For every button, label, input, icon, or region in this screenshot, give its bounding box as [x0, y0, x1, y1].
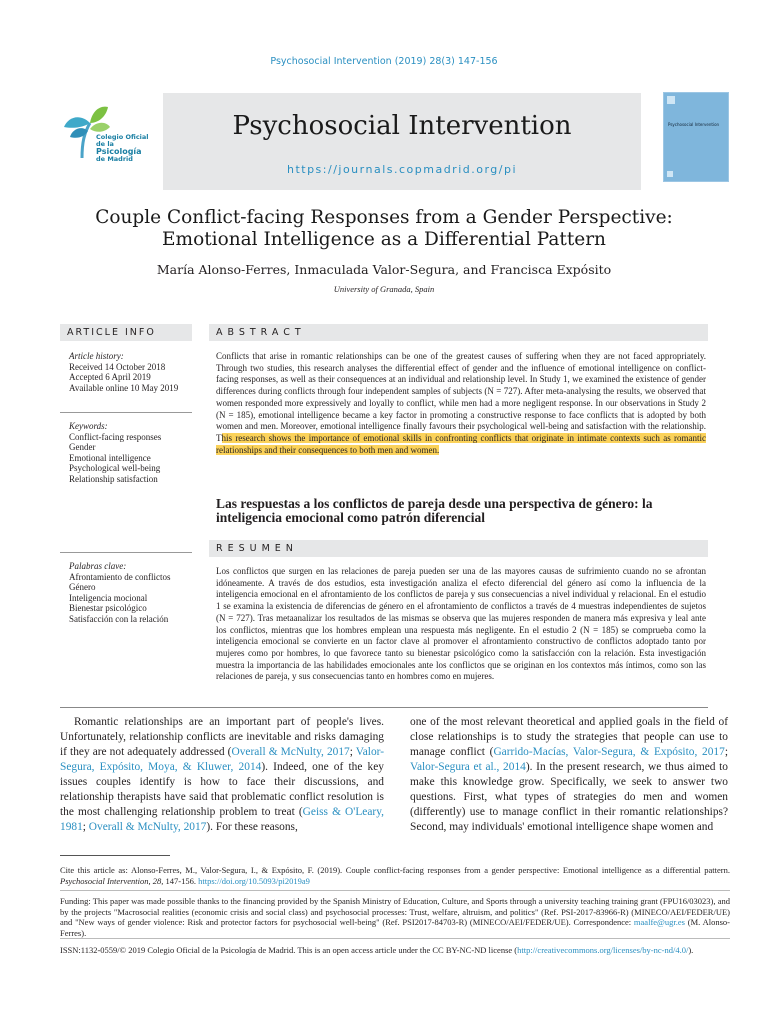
citation-link[interactable]: Geiss & O'Leary, 1981	[60, 806, 385, 833]
paper-authors: María Alonso-Ferres, Inmaculada Valor-Segura, and Francisca Expósito	[156, 262, 612, 277]
cover-title: Psychosocial Intervention	[668, 122, 720, 127]
license-link[interactable]: http://creativecommons.org/licenses/by-nc-nd/4.0/	[517, 945, 689, 955]
journal-title: Psychosocial Intervention	[232, 111, 572, 141]
body-column-right: one of the most relevant theoretical and applied goals in the field of close relationships is to study the strategies that people can use to manage conflict (Garrido-Macías, Valor-Segura, & Expósito, 2017; Valor-Segura et al., 2014). In the present research, we thus aimed to make this knowledge grow. Specifically, we seek to answer two questions. First, what types of strategies do men and women (differently) use to manage conflict in their romantic relationships? Second, may individuals' emotional intelligence shape women and	[410, 716, 729, 833]
article-history: Article history: Received 14 October 2018 Accepted 6 April 2019 Available online 10 May 2019	[69, 351, 179, 393]
paper-title: Couple Conflict-facing Responses from a Gender Perspective: Emotional Intelligence as a Differential Pattern	[95, 207, 673, 250]
keyword: Relationship satisfaction	[69, 473, 158, 484]
keyword: Gender	[69, 442, 96, 453]
body-column-left: Romantic relationships are an important part of people's lives. Unfortunately, relationship conflicts are inevitable and risks damaging if they are not adequately addressed (Overall & McNulty, 2017; Valor-Segura, Expósito, Moya, & Kluwer, 2014). Indeed, one of the key issues couples identify is how to face their discussions, and relationship therapists have said that problematic conflict resolution is the most challenging relationship problem to treat (Geiss & O'Leary, 1981; Overall & McNulty, 2017). For these reasons,	[60, 716, 385, 833]
doi-link[interactable]: https://doi.org/10.5093/pi2019a9	[198, 875, 310, 886]
cover-logo-icon	[667, 96, 675, 104]
email-link[interactable]: maalfe@ugr.es	[633, 917, 685, 927]
resumen-text: Los conflictos que surgen en las relaciones de pareja pueden ser una de las mayores causas de sufrimiento cuando no se afrontan idóneamente. A través de dos estudios, esta investigación analiza el efecto diferencial del género así como la influencia de la inteligencia emocional en el afrontamiento de los conflictos de pareja y sus consecuencias a nivel individual y relacional. En el estudio 1 se examina la existencia de diferencias de género en el afrontamiento de conflictos a través de 4 muestras independientes de sujetos (N = 727). Tras metaanalizar los resultados de las mismas se observa que las mujeres responden de manera más expresiva y leal ante los conflictos, mientras que los hombres emplean una respuesta más negligente. En el estudio 2 (N = 185) se comprueba como la inteligencia emocional se convierte en un factor clave al promover el afrontamiento constructivo de conflictos adoptado tanto por mujeres como por hombres, lo que favorece tanto su bienestar psicológico como la satisfacción con la relación. Esta investigación muestra la importancia de las habilidades emocionales ante los conflictos que se originan en los contextos más íntimos, como son las relaciones de pareja, y sus consecuencias tanto en hombres como en mujeres.	[216, 566, 706, 682]
keyword: Emotional intelligence	[69, 452, 151, 463]
abstract-header: ABSTRACT	[209, 324, 708, 341]
section-divider	[60, 707, 708, 708]
footnote-divider	[60, 890, 730, 891]
keyword: Psychological well-being	[69, 463, 161, 474]
keyword: Conflict-facing responses	[69, 431, 162, 442]
paper-affiliation: University of Granada, Spain	[333, 284, 435, 294]
journal-banner	[163, 93, 641, 190]
palabra-clave: Satisfacción con la relación	[69, 613, 169, 624]
cover-mark-icon	[667, 171, 673, 177]
citation-link[interactable]: Valor-Segura et al., 2014	[410, 761, 526, 773]
divider	[60, 412, 192, 413]
issn-license-note: ISSN:1132-0559/© 2019 Colegio Oficial de la Psicología de Madrid. This is an open access article under the CC BY-NC-ND license (http://creativecommons.org/licenses/by-nc-nd/4.0/).	[60, 945, 694, 955]
citation-link[interactable]: Overall & McNulty, 2017	[88, 821, 207, 833]
palabra-clave: Inteligencia mocional	[69, 592, 148, 603]
journal-reference[interactable]: Psychosocial Intervention (2019) 28(3) 147-156	[270, 56, 498, 67]
palabras-clave-list: Palabras clave: Afrontamiento de conflictos Género Inteligencia mocional Bienestar psicológico Satisfacción con la relación	[69, 561, 194, 625]
funding-note: Funding: This paper was made possible thanks to the financing provided by the Spanish Ministry of Education, Culture, and Sports through a university teaching training grant (FPU16/03023), and by the projects "Macrosocial realities (economic crisis and social class) and psychosocial processes: Trust, welfare, altruism, and politics" (Ref. PSI-2017-83966-R) (MINECO/AEI/FEDER/UE) and "New ways of gender violence: Risk and protector factors for psychosocial well-being" (Ref. PSI2017-84703-R) (MINECO/AEI/FEDER/UE). Correspondence: maalfe@ugr.es (M. Alonso-Ferres).	[60, 896, 730, 938]
keywords-list: Keywords: Conflict-facing responses Gender Emotional intelligence Psychological well-being Relationship satisfaction	[69, 421, 194, 485]
logo-text: Colegio Oficial de la Psicología de Madrid	[96, 133, 149, 163]
citation-link[interactable]: Overall & McNulty, 2017	[231, 746, 350, 758]
footnote-rule	[60, 855, 170, 856]
divider	[60, 552, 192, 553]
copmadrid-logo	[60, 103, 160, 163]
citation-link[interactable]: Valor-Segura, Expósito, Moya, & Kluwer, 2014	[60, 746, 385, 773]
cite-as-note: Cite this article as: Alonso-Ferres, M., Valor-Segura, I., & Expósito, F. (2019). Couple conflict-facing responses from a gender perspective: Emotional intelligence as a differential pattern. Psychosocial Intervention, 28, 147-156. https://doi.org/10.5093/pi2019a9	[60, 865, 730, 886]
resumen-header: RESUMEN	[209, 540, 708, 557]
highlighted-text: his research shows the importance of emotional skills in confronting conflicts that originate in intimate contexts such as romantic relationships and their consequences to both men and women.	[216, 432, 706, 455]
footnote-divider	[60, 938, 730, 939]
palabra-clave: Bienestar psicológico	[69, 603, 147, 614]
palabra-clave: Género	[69, 582, 96, 593]
journal-url-link[interactable]: https://journals.copmadrid.org/pi	[286, 163, 518, 176]
journal-cover-thumbnail	[663, 92, 729, 182]
spanish-title: Las respuestas a los conflictos de pareja desde una perspectiva de género: la inteligencia emocional como patrón diferencial	[216, 496, 653, 525]
abstract-text: Conflicts that arise in romantic relationships can be one of the greatest causes of suffering when they are not faced appropriately. Through two studies, this research analyses the differential effect of gender and the influence of emotional intelligence on conflict-facing responses, as well as their consequences at an individual and relationship level. In Study 1, we examined the existence of gender differences during conflicts through four independent samples of subjects (N = 727). After meta-analysing the results, we observed that women responded more expressively and loyally to conflict, while men had a more negligent response. In our observations in Study 2 (N = 185), emotional intelligence became a key factor in promoting a constructive response to face conflicts that is adopted by both women and men. Moreover, emotional intelligence finally favours their psychological well-being and satisfaction with the relationship. This research shows the importance of emotional skills in confronting conflicts that originate in intimate contexts such as romantic relationships and their consequences to both men and women.	[216, 351, 706, 455]
palabra-clave: Afrontamiento de conflictos	[69, 571, 171, 582]
citation-link[interactable]: Garrido-Macías, Valor-Segura, & Expósito, 2017	[493, 746, 725, 758]
article-info-header: ARTICLE INFO	[60, 324, 192, 341]
